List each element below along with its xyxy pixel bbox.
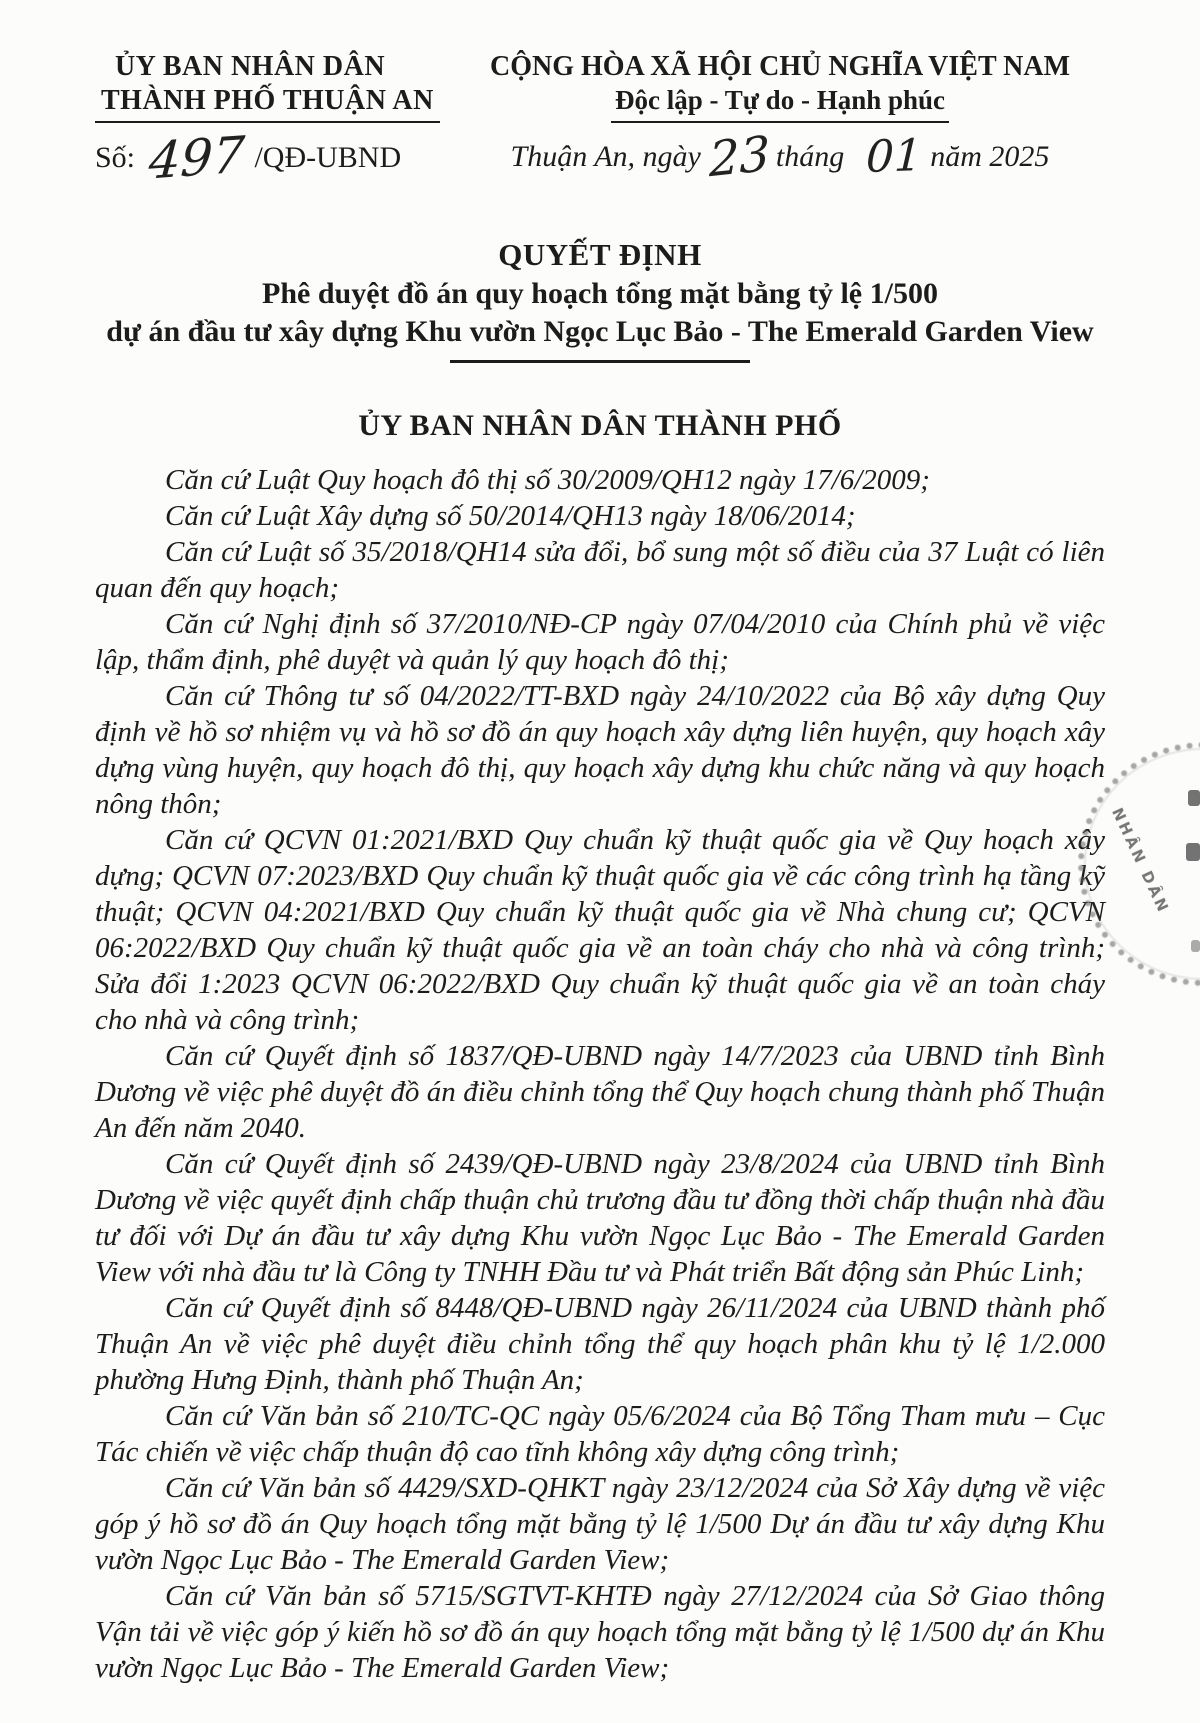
seal-ink-smudge bbox=[1191, 940, 1200, 952]
legal-basis-paragraph: Căn cứ Văn bản số 5715/SGTVT-KHTĐ ngày 27/12/2024 của Sở Giao thông Vận tải về việc góp ý kiến hồ sơ đồ án quy hoạch tổng mặt bằng tỷ lệ 1/500 dự án Khu vườn Ngọc Lục Bảo - The Emerald Garden View; bbox=[95, 1580, 1105, 1684]
national-motto-line1: CỘNG HÒA XÃ HỘI CHỦ NGHĨA VIỆT NAM bbox=[489, 51, 1071, 82]
document-number-handwritten: 497 bbox=[147, 125, 247, 191]
legal-basis-paragraph: Căn cứ Luật số 35/2018/QH14 sửa đổi, bổ sung một số điều của 37 Luật có liên quan đến quy hoạch; bbox=[95, 536, 1105, 604]
legal-basis-paragraph: Căn cứ Nghị định số 37/2010/NĐ-CP ngày 07/04/2010 của Chính phủ về việc lập, thẩm định, phê duyệt và quản lý quy hoạch đô thị; bbox=[95, 608, 1105, 676]
issuing-authority-block bbox=[95, 50, 434, 195]
legal-basis-paragraph: Căn cứ QCVN 01:2021/BXD Quy chuẩn kỹ thuật quốc gia về Quy hoạch xây dựng; QCVN 07:2023/BXD Quy chuẩn kỹ thuật quốc gia về các công trình hạ tầng kỹ thuật; QCVN 04:2021/BXD Quy chuẩn kỹ thuật quốc gia về Nhà chung cư; QCVN 06:2022/BXD Quy chuẩn kỹ thuật quốc gia về an toàn cháy cho nhà và công trình; Sửa đổi 1:2023 QCVN 06:2022/BXD Quy chuẩn kỹ thuật quốc gia về an toàn cháy cho nhà và công trình; bbox=[95, 824, 1105, 1036]
legal-basis-paragraph: Căn cứ Văn bản số 4429/SXD-QHKT ngày 23/12/2024 của Sở Xây dựng về việc góp ý hồ sơ đồ án Quy hoạch tổng mặt bằng tỷ lệ 1/500 Dự án đầu tư xây dựng Khu vườn Ngọc Lục Bảo - The Emerald Garden View; bbox=[95, 1472, 1105, 1576]
issuing-authority-city: THÀNH PHỐ THUẬN AN bbox=[95, 84, 440, 123]
legal-basis-paragraph: Căn cứ Quyết định số 1837/QĐ-UBND ngày 14/7/2023 của UBND tỉnh Bình Dương về việc phê duyệt đồ án điều chỉnh tổng thể Quy hoạch chung thành phố Thuận An đến năm 2040. bbox=[95, 1040, 1105, 1144]
document-number-row bbox=[95, 125, 405, 195]
title-divider-rule bbox=[450, 360, 750, 363]
document-number-label: Số: bbox=[95, 141, 136, 174]
decision-subtitle-line2: dự án đầu tư xây dựng Khu vườn Ngọc Lục Bảo - The Emerald Garden View bbox=[106, 315, 1094, 348]
date-line bbox=[455, 125, 1105, 195]
issuing-authority-name: ỦY BAN NHÂN DÂN bbox=[114, 51, 386, 82]
document-number-suffix: /QĐ-UBND bbox=[254, 141, 402, 174]
national-motto-line2: Độc lập - Tự do - Hạnh phúc bbox=[611, 84, 949, 123]
decision-heading: QUYẾT ĐỊNH bbox=[498, 237, 702, 272]
seal-ink-smudge bbox=[1188, 790, 1200, 806]
legal-basis-paragraph: Căn cứ Quyết định số 8448/QĐ-UBND ngày 26/11/2024 của UBND thành phố Thuận An về việc phê duyệt điều chỉnh tổng thể quy hoạch phân khu tỷ lệ 1/2.000 phường Hưng Định, thành phố Thuận An; bbox=[95, 1292, 1105, 1396]
legal-basis-paragraph: Căn cứ Luật Quy hoạch đô thị số 30/2009/QH12 ngày 17/6/2009; bbox=[165, 464, 930, 496]
date-place-prefix: Thuận An, ngày bbox=[510, 140, 701, 173]
date-month-label: tháng bbox=[775, 140, 845, 173]
decision-subtitle-line1: Phê duyệt đồ án quy hoạch tổng mặt bằng tỷ lệ 1/500 bbox=[262, 277, 938, 310]
legal-basis-paragraph: Căn cứ Văn bản số 210/TC-QC ngày 05/6/2024 của Bộ Tổng Tham mưu – Cục Tác chiến về việc chấp thuận độ cao tĩnh không xây dựng công trình; bbox=[95, 1400, 1105, 1468]
seal-ink-smudge bbox=[1186, 843, 1200, 861]
legal-basis-paragraph: Căn cứ Luật Xây dựng số 50/2014/QH13 ngày 18/06/2014; bbox=[165, 500, 856, 532]
legal-basis-body bbox=[95, 462, 1105, 1686]
date-month-handwritten: 01 bbox=[865, 129, 924, 184]
committee-section-heading: ỦY BAN NHÂN DÂN THÀNH PHỐ bbox=[358, 409, 842, 442]
legal-basis-paragraph: Căn cứ Quyết định số 2439/QĐ-UBND ngày 23/8/2024 của UBND tỉnh Bình Dương về việc quyết định chấp thuận chủ trương đầu tư đồng thời chấp thuận nhà đầu tư đối với Dự án đầu tư xây dựng Khu vườn Ngọc Lục Bảo - The Emerald Garden View với nhà đầu tư là Công ty TNHH Đầu tư và Phát triển Bất động sản Phúc Linh; bbox=[95, 1148, 1105, 1288]
decision-title-block bbox=[95, 235, 1105, 363]
national-header-block bbox=[405, 50, 1105, 195]
official-seal-text: NHÂN DÂN bbox=[1107, 805, 1173, 917]
document-header bbox=[95, 50, 1105, 195]
date-day-handwritten: 23 bbox=[709, 125, 770, 189]
date-year-label: năm 2025 bbox=[930, 140, 1050, 173]
legal-basis-paragraph: Căn cứ Thông tư số 04/2022/TT-BXD ngày 24/10/2022 của Bộ xây dựng Quy định về hồ sơ nhiệm vụ và hồ sơ đồ án quy hoạch xây dựng liên huyện, quy hoạch xây dựng vùng huyện, quy hoạch đô thị, quy hoạch xây dựng khu chức năng và quy hoạch nông thôn; bbox=[95, 680, 1105, 820]
